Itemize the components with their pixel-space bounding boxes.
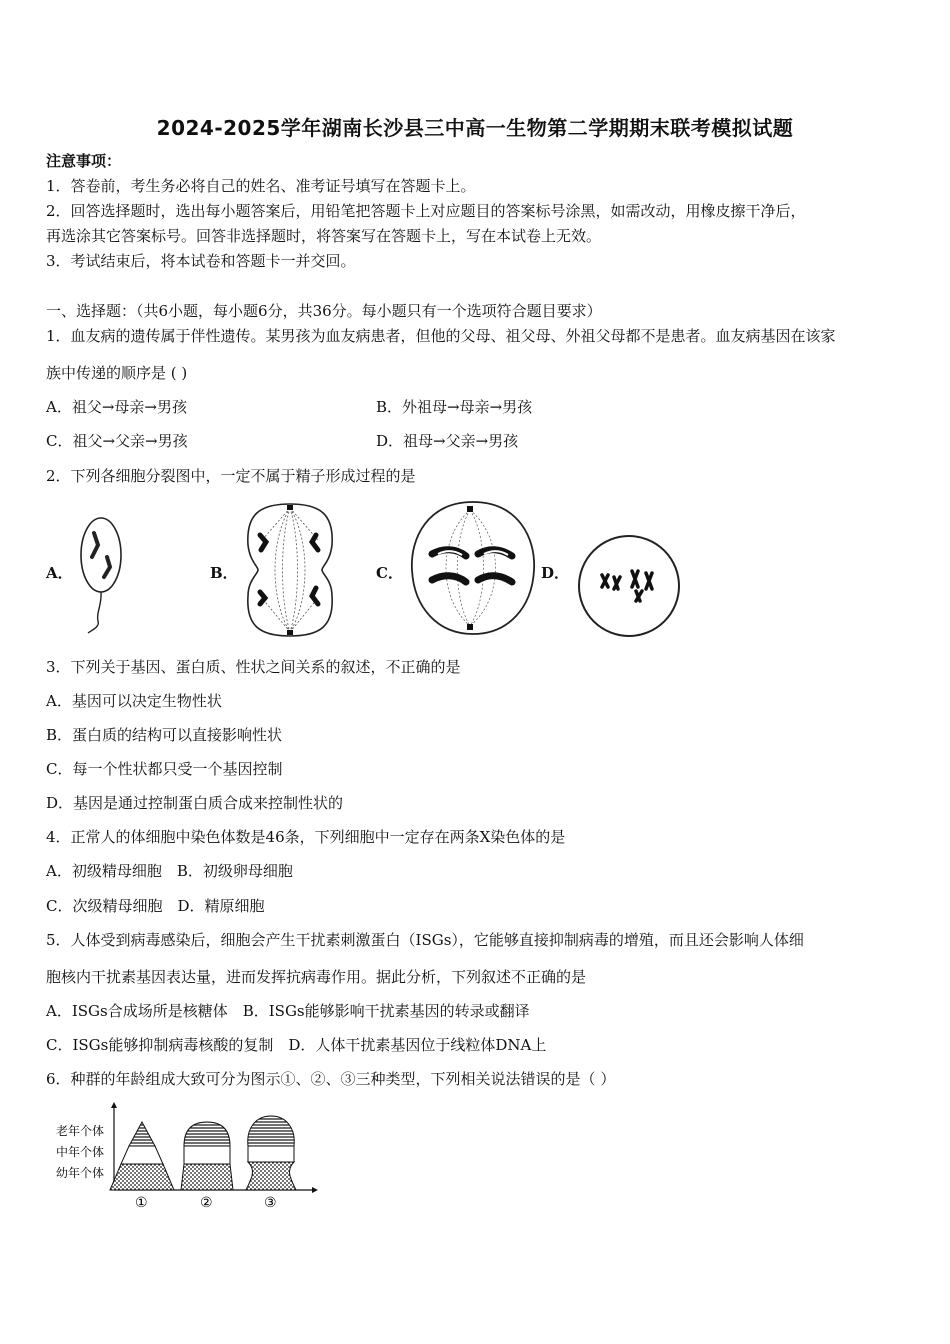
q3-option-c: C．每一个性状都只受一个基因控制 — [46, 760, 283, 778]
x-label-3: ③ — [264, 1195, 277, 1211]
q3-option-a: A．基因可以决定生物性状 — [46, 692, 222, 710]
q1-stem-cont: 族中传递的顺序是 ( ) — [46, 364, 188, 382]
dividing-cell-c-figure — [408, 498, 538, 638]
q5-options-ab: A．ISGs合成场所是核糖体 B．ISGs能够影响干扰素基因的转录或翻译 — [46, 1002, 530, 1020]
sperm-cell-figure — [74, 515, 134, 640]
q1-option-a: A．祖父→母亲→男孩 — [46, 398, 187, 416]
notice-item-2: 2．回答选择题时，选出每小题答案后，用铅笔把答题卡上对应题目的答案标号涂黑，如需改动，用橡皮擦干净后， — [46, 202, 806, 220]
q5-stem-cont: 胞核内干扰素基因表达量，进而发挥抗病毒作用。据此分析，下列叙述不正确的是 — [46, 968, 587, 986]
q3-option-d: D．基因是通过控制蛋白质合成来控制性状的 — [46, 794, 344, 812]
dividing-cell-d-figure — [576, 533, 682, 639]
dividing-cell-b-figure — [240, 500, 340, 640]
q1-option-b: B．外祖母→母亲→男孩 — [376, 398, 533, 416]
q1-stem: 1．血友病的遗传属于伴性遗传。某男孩为血友病患者，但他的父母、祖父母、外祖父母都不是患者。血友病基因在该家 — [46, 327, 836, 345]
q1-option-c: C．祖父→父亲→男孩 — [46, 432, 188, 450]
q2-label-c: C． — [376, 564, 403, 582]
q3-option-b: B．蛋白质的结构可以直接影响性状 — [46, 726, 283, 744]
q2-label-b: B． — [210, 564, 238, 582]
q5-options-cd: C．ISGs能够抑制病毒核酸的复制 D．人体干扰素基因位于线粒体DNA上 — [46, 1036, 547, 1054]
notice-item-2-cont: 再选涂其它答案标号。回答非选择题时，将答案写在答题卡上，写在本试卷上无效。 — [46, 227, 602, 245]
notice-item-3: 3．考试结束后，将本试卷和答题卡一并交回。 — [46, 252, 356, 270]
y-label-middle: 中年个体 — [56, 1145, 105, 1159]
q2-stem: 2．下列各细胞分裂图中，一定不属于精子形成过程的是 — [46, 467, 416, 485]
x-label-2: ② — [200, 1195, 213, 1211]
y-label-young: 幼年个体 — [56, 1166, 105, 1180]
age-structure-figure — [50, 1100, 330, 1215]
q1-option-d: D．祖母→父亲→男孩 — [376, 432, 519, 450]
q4-stem: 4．正常人的体细胞中染色体数是46条，下列细胞中一定存在两条X染色体的是 — [46, 828, 566, 846]
q2-label-d: D． — [541, 564, 570, 582]
q2-label-a: A． — [46, 564, 73, 582]
x-label-1: ① — [135, 1195, 148, 1211]
notice-item-1: 1．答卷前，考生务必将自己的姓名、准考证号填写在答题卡上。 — [46, 177, 476, 195]
q4-options-cd: C．次级精母细胞 D．精原细胞 — [46, 897, 265, 915]
page-title: 2024-2025学年湖南长沙县三中高一生物第二学期期末联考模拟试题 — [156, 116, 794, 140]
notice-heading: 注意事项： — [46, 152, 122, 170]
q5-stem: 5．人体受到病毒感染后，细胞会产生干扰素刺激蛋白（ISGs），它能够直接抑制病毒的增殖，而且还会影响人体细 — [46, 931, 804, 949]
q4-options-ab: A．初级精母细胞 B．初级卵母细胞 — [46, 862, 293, 880]
q3-stem: 3．下列关于基因、蛋白质、性状之间关系的叙述，不正确的是 — [46, 658, 461, 676]
q6-stem: 6．种群的年龄组成大致可分为图示①、②、③三种类型，下列相关说法错误的是（ ） — [46, 1070, 616, 1088]
section-heading: 一、选择题：（共6小题，每小题6分，共36分。每小题只有一个选项符合题目要求） — [46, 302, 602, 320]
y-label-old: 老年个体 — [56, 1124, 105, 1138]
